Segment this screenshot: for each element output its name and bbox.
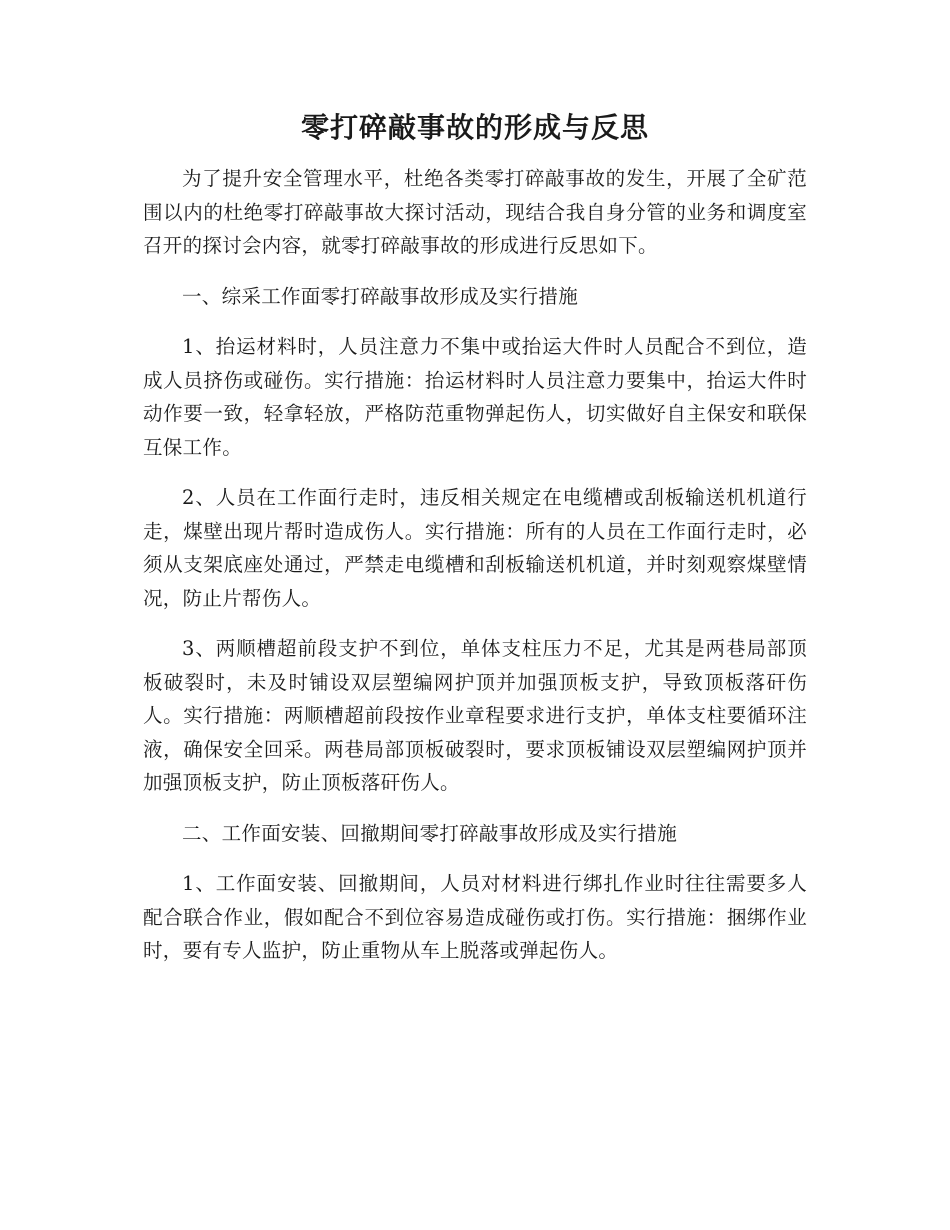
document-title: 零打碎敲事故的形成与反思	[300, 111, 649, 144]
section-heading-2: 二、工作面安装、回撤期间零打碎敲事故形成及实行措施	[182, 821, 678, 845]
intro-paragraph: 为了提升安全管理水平，杜绝各类零打碎敲事故的发生，开展了全矿范围以内的杜绝零打碎敲事故大探讨活动，现结合我自身分管的业务和调度室召开的探讨会内容，就零打碎敲事故的形成进行反思如下。	[143, 167, 807, 257]
section1-item-1: 1、抬运材料时，人员注意力不集中或抬运大件时人员配合不到位，造成人员挤伤或碰伤。实行措施：抬运材料时人员注意力要集中，抬运大件时动作要一致，轻拿轻放，严格防范重物弹起伤人，切实做好自主保安和联保互保工作。	[143, 335, 807, 459]
section2-item-1: 1、工作面安装、回撤期间，人员对材料进行绑扎作业时往往需要多人配合联合作业，假如配合不到位容易造成碰伤或打伤。实行措施：捆绑作业时，要有专人监护，防止重物从车上脱落或弹起伤人。	[143, 872, 807, 962]
section-heading-1: 一、综采工作面零打碎敲事故形成及实行措施	[182, 284, 579, 308]
document-page	[143, 108, 807, 985]
section1-item-3: 3、两顺槽超前段支护不到位，单体支柱压力不足，尤其是两巷局部顶板破裂时，未及时铺设双层塑编网护顶并加强顶板支护，导致顶板落矸伤人。实行措施：两顺槽超前段按作业章程要求进行支护，单体支柱要循环注液，确保安全回采。两巷局部顶板破裂时，要求顶板铺设双层塑编网护顶并加强顶板支护，防止顶板落矸伤人。	[143, 637, 807, 794]
section1-item-2: 2、人员在工作面行走时，违反相关规定在电缆槽或刮板输送机机道行走，煤壁出现片帮时造成伤人。实行措施：所有的人员在工作面行走时，必须从支架底座处通过，严禁走电缆槽和刮板输送机机道，并时刻观察煤壁情况，防止片帮伤人。	[143, 486, 807, 610]
